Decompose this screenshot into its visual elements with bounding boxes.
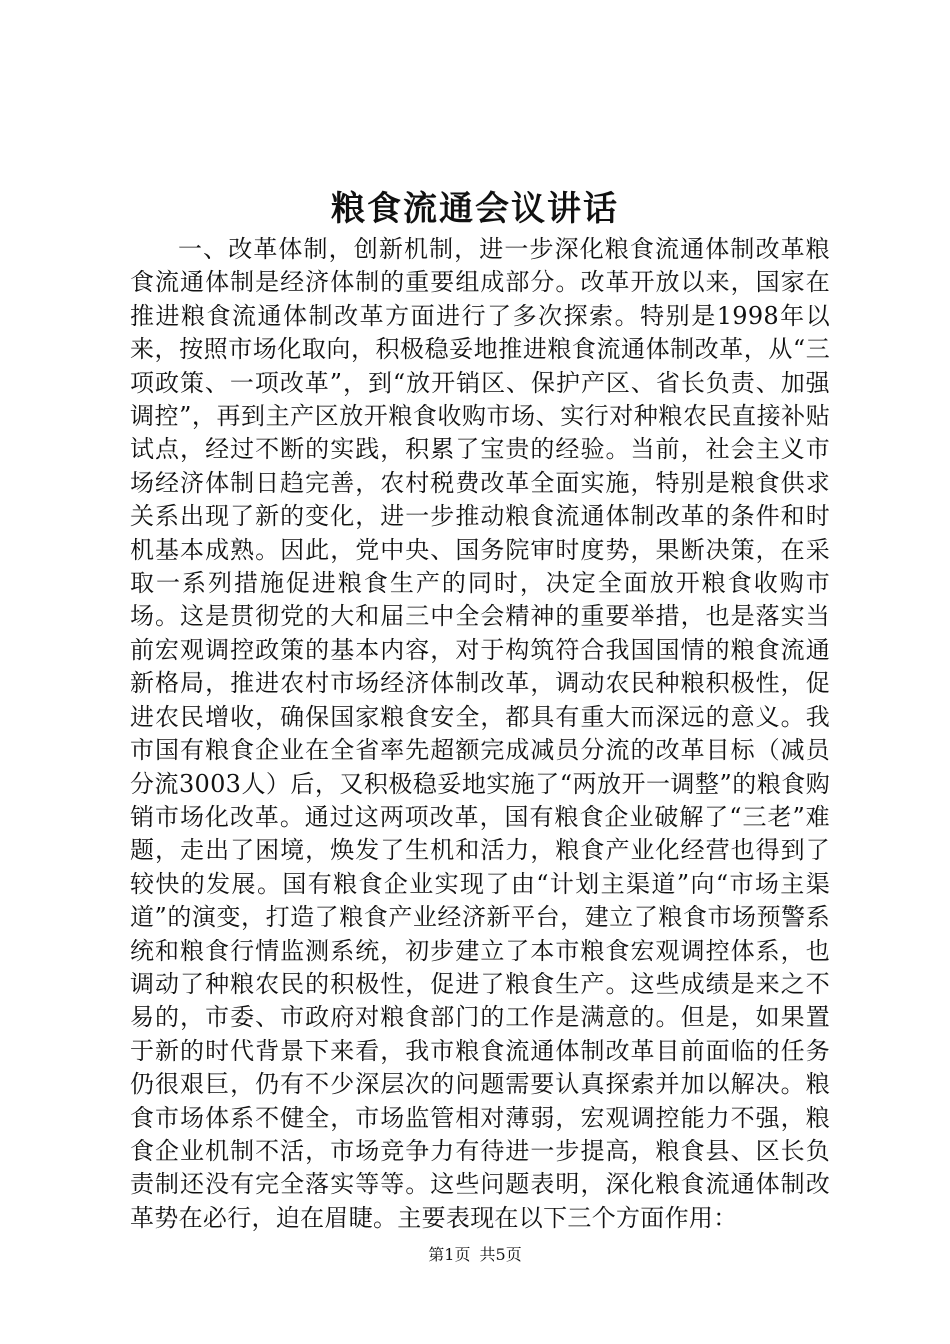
- page-total: 共5页: [479, 1245, 522, 1264]
- page-footer: [0, 1243, 950, 1267]
- document-title: 粮食流通会议讲话: [331, 189, 619, 229]
- body-paragraph: 一、改革体制，创新机制，进一步深化粮食流通体制改革粮食流通体制是经济体制的重要组成部分。改革开放以来，国家在推进粮食流通体制改革方面进行了多次探索。特别是1998年以来，按照市场化取向，积极稳妥地推进粮食流通体制改革，从“三项政策、一项改革”，到“放开销区、保护产区、省长负责、加强调控”，再到主产区放开粮食收购市场、实行对种粮农民直接补贴试点，经过不断的实践，积累了宝贵的经验。当前，社会主义市场经济体制日趋完善，农村税费改革全面实施，特别是粮食供求关系出现了新的变化，进一步推动粮食流通体制改革的条件和时机基本成熟。因此，党中央、国务院审时度势，果断决策，在采取一系列措施促进粮食生产的同时，决定全面放开粮食收购市场。这是贯彻党的大和届三中全会精神的重要举措，也是落实当前宏观调控政策的基本内容，对于构筑符合我国国情的粮食流通新格局，推进农村市场经济体制改革，调动农民种粮积极性，促进农民增收，确保国家粮食安全，都具有重大而深远的意义。我市国有粮食企业在全省率先超额完成减员分流的改革目标（减员分流3003人）后，又积极稳妥地实施了“两放开一调整”的粮食购销市场化改革。通过这两项改革，国有粮食企业破解了“三老”难题，走出了困境，焕发了生机和活力，粮食产业化经营也得到了较快的发展。国有粮食企业实现了由“计划主渠道”向“市场主渠道”的演变，打造了粮食产业经济新平台，建立了粮食市场预警系统和粮食行情监测系统，初步建立了本市粮食宏观调控体系，也调动了种粮农民的积极性，促进了粮食生产。这些成绩是来之不易的，市委、市政府对粮食部门的工作是满意的。但是，如果置于新的时代背景下来看，我市粮食流通体制改革目前面临的任务仍很艰巨，仍有不少深层次的问题需要认真探索并加以解决。粮食市场体系不健全，市场监管相对薄弱，宏观调控能力不强，粮食企业机制不活，市场竞争力有待进一步提高，粮食县、区长负责制还没有完全落实等等。这些问题表明，深化粮食流通体制改革势在必行，迫在眉睫。主要表现在以下三个方面作用：: [130, 235, 830, 1232]
- page-number: 第1页: [428, 1245, 471, 1264]
